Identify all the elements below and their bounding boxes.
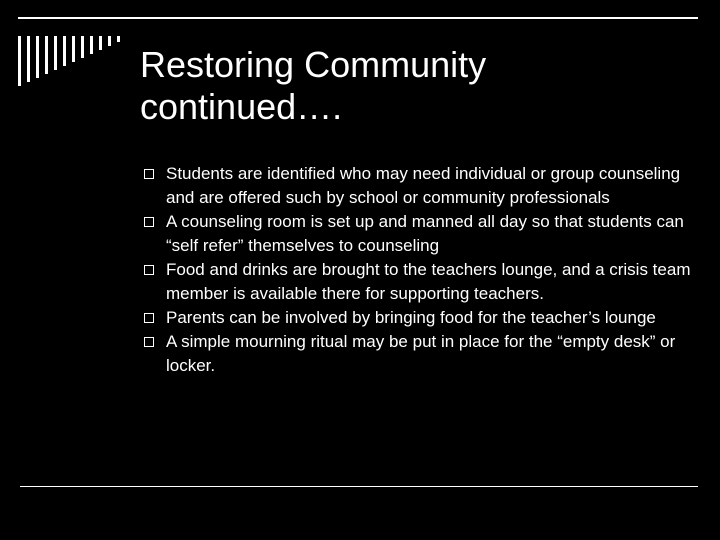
hollow-square-icon	[144, 265, 154, 275]
bullet-item	[142, 210, 694, 258]
deco-bar	[108, 36, 111, 46]
bullet-text: A simple mourning ritual may be put in place for the “empty desk” or locker.	[166, 332, 676, 375]
slide-title-line2: continued….	[140, 86, 343, 127]
bullet-text: Parents can be involved by bringing food for the teacher’s lounge	[166, 308, 656, 327]
deco-bar	[36, 36, 39, 78]
slide-title-line1: Restoring Community	[140, 44, 487, 85]
bullet-item	[142, 330, 694, 378]
bullet-item	[142, 162, 694, 210]
deco-bar	[27, 36, 30, 82]
deco-bar	[99, 36, 102, 50]
hollow-square-icon	[144, 217, 154, 227]
bullet-list	[142, 162, 694, 378]
bullet-text: Students are identified who may need individual or group counseling and are offered such by school or community professionals	[166, 164, 681, 207]
deco-bar	[81, 36, 84, 58]
top-rule	[18, 17, 698, 19]
bullet-text: A counseling room is set up and manned all day so that students can “self refer” themselves to counseling	[166, 212, 684, 255]
deco-bar	[117, 36, 120, 42]
deco-bar	[90, 36, 93, 54]
deco-bar	[45, 36, 48, 74]
bullet-item	[142, 258, 694, 306]
deco-bar	[63, 36, 66, 66]
hollow-square-icon	[144, 169, 154, 179]
hollow-square-icon	[144, 337, 154, 347]
deco-bar	[18, 36, 21, 86]
bottom-rule	[20, 486, 698, 487]
deco-bar	[72, 36, 75, 62]
bullet-item	[142, 306, 694, 330]
slide-title	[140, 44, 700, 128]
decorative-bars	[18, 36, 128, 86]
hollow-square-icon	[144, 313, 154, 323]
deco-bar	[54, 36, 57, 70]
bullet-text: Food and drinks are brought to the teachers lounge, and a crisis team member is available there for supporting teachers.	[166, 260, 691, 303]
